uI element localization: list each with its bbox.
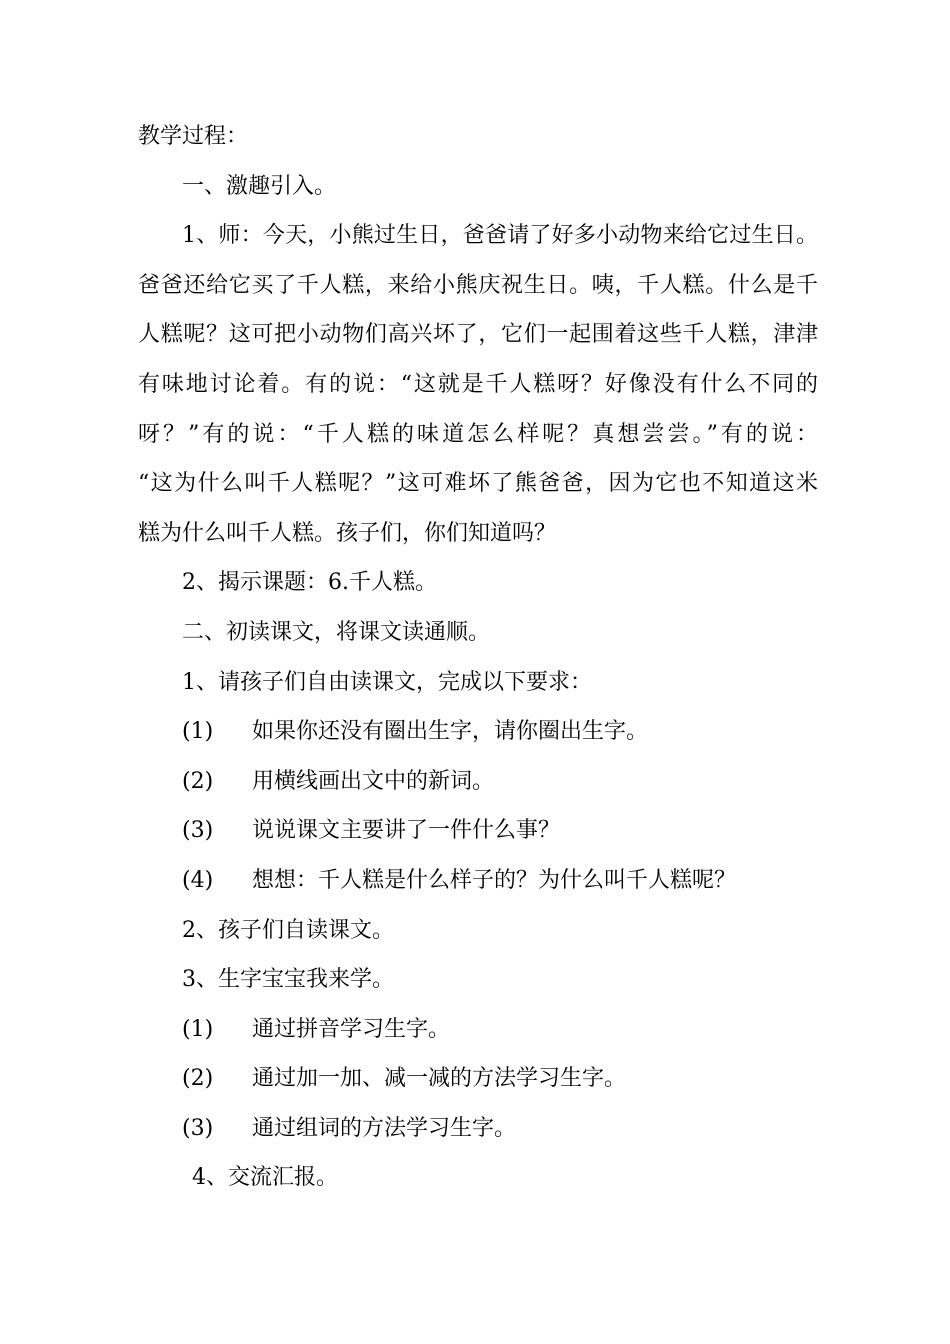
item-text: 通过加一加、减一减的方法学习生字。 xyxy=(252,1066,627,1092)
item-text: 通过拼音学习生字。 xyxy=(252,1016,451,1042)
section-2-point-3: 3、生字宝宝我来学。 xyxy=(182,967,394,993)
item-number: (1) xyxy=(182,719,214,745)
item-number: (4) xyxy=(182,867,214,893)
item-text: 想想：千人糕是什么样子的？为什么叫千人糕呢？ xyxy=(252,867,737,893)
item-text: 用横线画出文中的新词。 xyxy=(252,768,495,794)
paragraph-line: 呀？”有的说：“千人糕的味道怎么样呢？真想尝尝。”有的说： xyxy=(138,421,818,447)
item-text: 如果你还没有圈出生字，请你圈出生字。 xyxy=(252,719,649,745)
method-item xyxy=(138,1104,818,1154)
section-2-title: 二、初读课文，将课文读通顺。 xyxy=(182,619,491,645)
method-item xyxy=(138,1054,818,1104)
item-text: 通过组词的方法学习生字。 xyxy=(252,1115,517,1141)
requirement-item xyxy=(138,806,818,856)
paragraph-line: 有味地讨论着。有的说：“这就是千人糕呀？好像没有什么不同的 xyxy=(138,371,818,397)
requirement-item xyxy=(138,757,818,807)
item-number: (1) xyxy=(182,1016,214,1042)
heading-teaching-process: 教学过程： xyxy=(138,124,249,149)
section-2-point-4: 4、交流汇报。 xyxy=(192,1165,338,1191)
paragraph-line: 人糕呢？这可把小动物们高兴坏了，它们一起围着这些千人糕，津津 xyxy=(138,322,818,348)
section-1-title: 一、激趣引入。 xyxy=(182,173,337,199)
requirement-item xyxy=(138,856,818,906)
paragraph-line: “这为什么叫千人糕呢？”这可难坏了熊爸爸，因为它也不知道这米 xyxy=(138,471,818,497)
item-number: (3) xyxy=(182,1115,214,1141)
method-item xyxy=(138,1005,818,1055)
item-number: (2) xyxy=(182,1066,214,1092)
lesson-text xyxy=(138,112,818,1203)
paragraph-line: 1、师：今天，小熊过生日，爸爸请了好多小动物来给它过生日。 xyxy=(182,223,818,249)
section-1-point-2: 2、揭示课题：6.千人糕。 xyxy=(182,570,437,596)
item-number: (3) xyxy=(182,818,214,844)
section-2-point-2: 2、孩子们自读课文。 xyxy=(182,917,394,943)
section-1-point-1 xyxy=(138,211,818,558)
paragraph-line: 爸爸还给它买了千人糕，来给小熊庆祝生日。咦，千人糕。什么是千 xyxy=(138,272,818,298)
requirement-item xyxy=(138,707,818,757)
item-text: 说说课文主要讲了一件什么事？ xyxy=(252,818,561,844)
item-number: (2) xyxy=(182,768,214,794)
paragraph-line: 糕为什么叫千人糕。孩子们，你们知道吗？ xyxy=(138,520,557,546)
section-2-point-1: 1、请孩子们自由读课文，完成以下要求： xyxy=(182,669,592,695)
